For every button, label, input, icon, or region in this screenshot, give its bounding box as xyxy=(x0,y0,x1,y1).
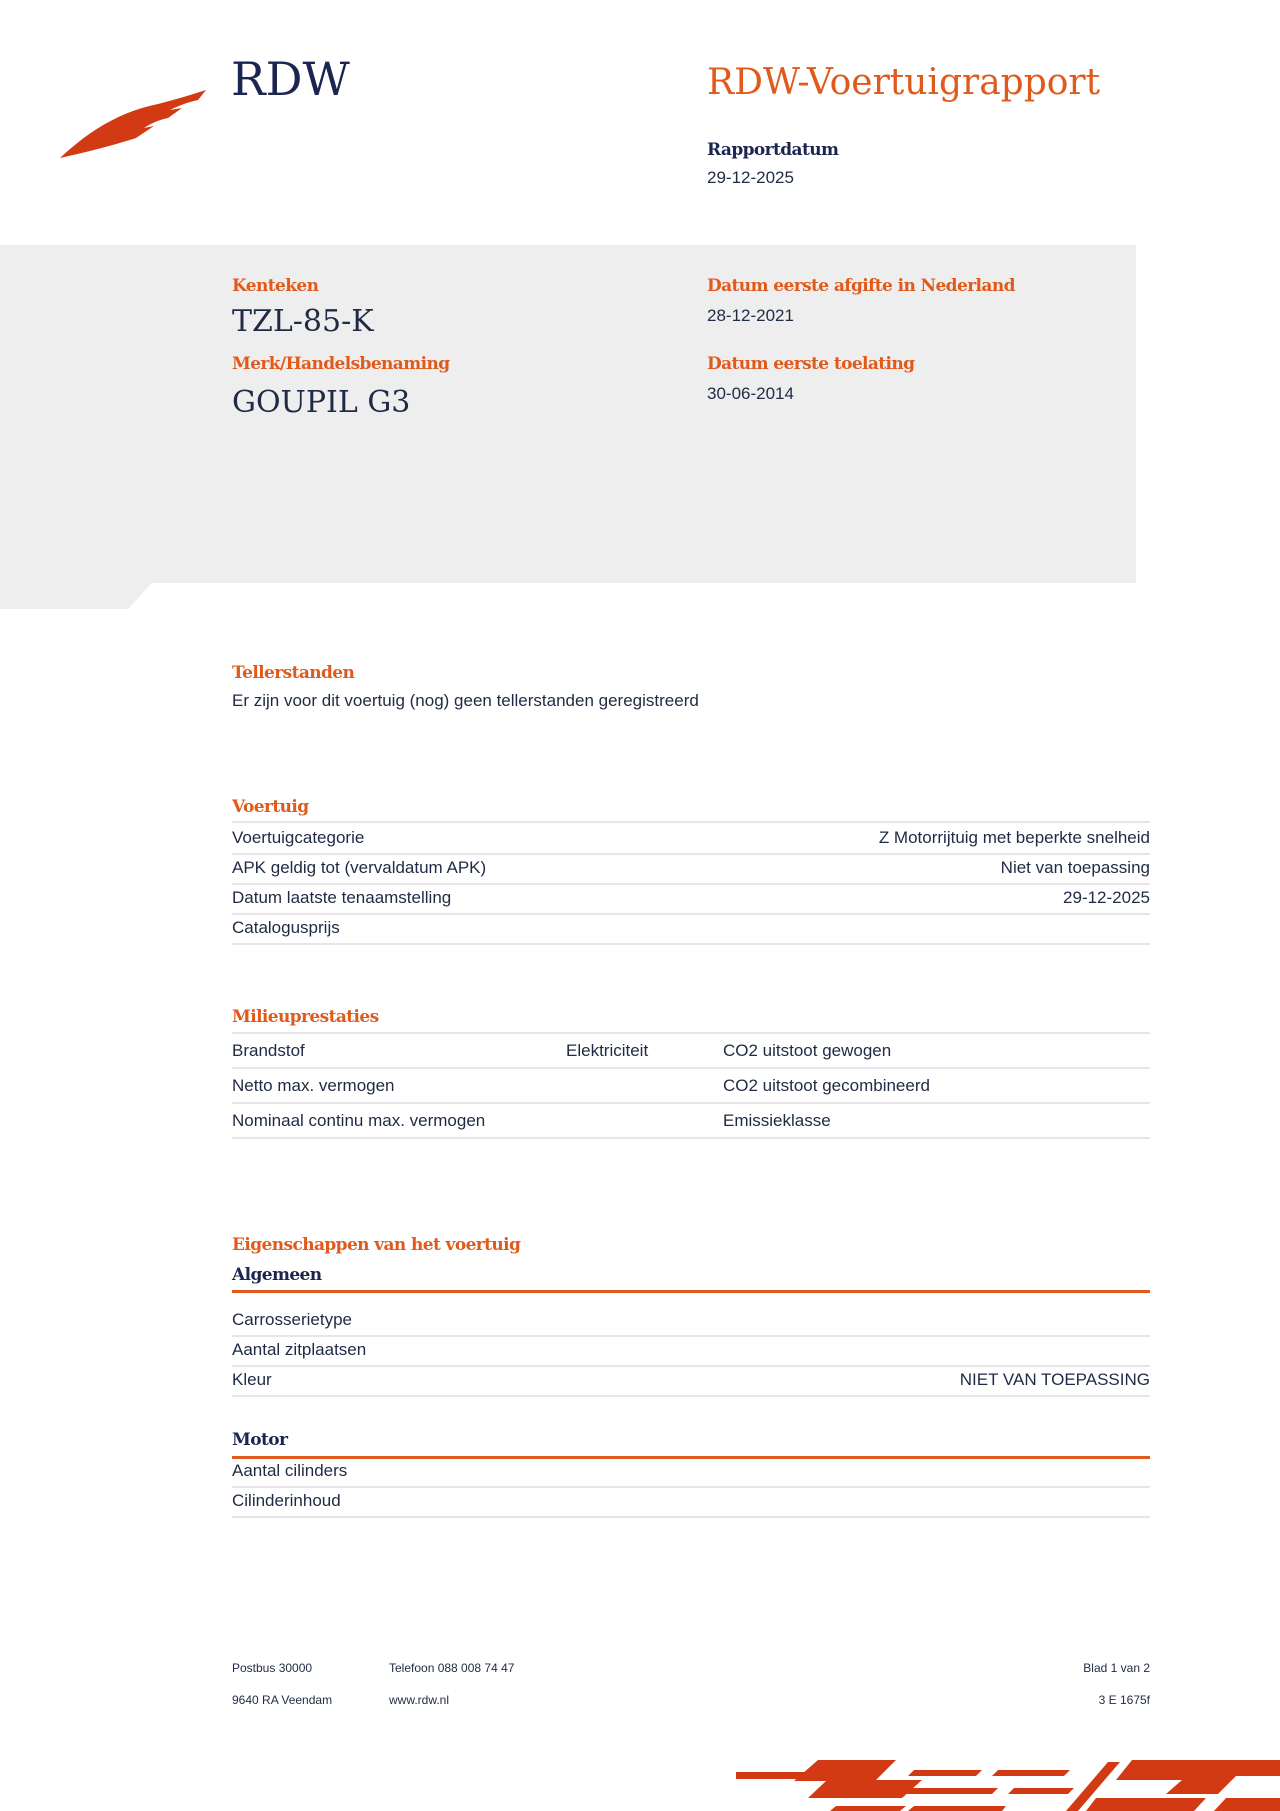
general-subtitle: Algemeen xyxy=(232,1265,322,1285)
first-issue-nl-label: Datum eerste afgifte in Nederland xyxy=(707,276,1015,296)
make-label: Merk/Handelsbenaming xyxy=(232,354,450,374)
row-label: Aantal zitplaatsen xyxy=(232,1340,367,1359)
table-row xyxy=(232,1335,1150,1367)
row-label: Netto max. vermogen xyxy=(232,1076,395,1095)
row-label: Brandstof xyxy=(232,1041,305,1060)
report-date-label: Rapportdatum xyxy=(707,140,839,160)
row-label: Catalogusprijs xyxy=(232,918,340,937)
row-label: Voertuigcategorie xyxy=(232,828,365,847)
row-label: Kleur xyxy=(232,1370,272,1389)
first-issue-nl-value: 28-12-2021 xyxy=(707,306,794,325)
row-label: Aantal cilinders xyxy=(232,1461,348,1480)
first-admission-label: Datum eerste toelating xyxy=(707,354,915,374)
odometer-title: Tellerstanden xyxy=(232,663,355,683)
row-label-2: Emissieklasse xyxy=(723,1111,831,1130)
row-label: Datum laatste tenaamstelling xyxy=(232,888,452,907)
row-label: APK geldig tot (vervaldatum APK) xyxy=(232,858,487,877)
table-row xyxy=(232,913,1150,945)
table-row xyxy=(232,1365,1150,1397)
properties-title: Eigenschappen van het voertuig xyxy=(232,1235,521,1255)
row-label-2: CO2 uitstoot gewogen xyxy=(723,1041,892,1060)
brand-name: RDW xyxy=(231,52,350,106)
row-label-2: CO2 uitstoot gecombineerd xyxy=(723,1076,930,1095)
table-row xyxy=(232,1104,1150,1139)
odometer-text: Er zijn voor dit voertuig (nog) geen tellerstanden geregistreerd xyxy=(232,691,699,710)
summary-panel xyxy=(0,245,1137,611)
table-row xyxy=(232,823,1150,855)
general-underline xyxy=(232,1290,1150,1293)
footer-address-2: 9640 RA Veendam xyxy=(232,1693,333,1707)
row-value: Elektriciteit xyxy=(566,1041,649,1060)
row-label: Cilinderinhoud xyxy=(232,1491,341,1510)
row-value: Niet van toepassing xyxy=(1000,858,1150,877)
make-value: GOUPIL G3 xyxy=(232,385,411,420)
footer-page: Blad 1 van 2 xyxy=(1083,1661,1150,1675)
row-value: NIET VAN TOEPASSING xyxy=(959,1370,1150,1389)
engine-subtitle: Motor xyxy=(232,1430,288,1450)
table-row xyxy=(232,1069,1150,1104)
row-value: Z Motorrijtuig met beperkte snelheid xyxy=(878,828,1150,847)
vehicle-title: Voertuig xyxy=(232,797,309,817)
report-title: RDW-Voertuigrapport xyxy=(707,62,1101,103)
footer-stripes-icon xyxy=(736,1756,1280,1811)
rdw-logo-icon xyxy=(58,82,208,162)
footer-address-1: Postbus 30000 xyxy=(232,1661,313,1675)
table-row xyxy=(232,853,1150,885)
first-admission-value: 30-06-2014 xyxy=(707,384,794,403)
row-value: 29-12-2025 xyxy=(1063,888,1150,907)
table-row xyxy=(232,1486,1150,1518)
report-date: 29-12-2025 xyxy=(707,168,794,187)
row-label: Carrosserietype xyxy=(232,1310,352,1329)
row-label: Nominaal continu max. vermogen xyxy=(232,1111,486,1130)
plate-label: Kenteken xyxy=(232,276,319,296)
table-row xyxy=(232,1456,1150,1488)
plate-value: TZL-85-K xyxy=(232,304,374,339)
table-row xyxy=(232,1305,1150,1337)
footer-code: 3 E 1675f xyxy=(1098,1693,1150,1707)
footer-web[interactable]: www.rdw.nl xyxy=(389,1693,450,1707)
table-row xyxy=(232,1034,1150,1069)
environment-title: Milieuprestaties xyxy=(232,1007,379,1027)
table-row xyxy=(232,883,1150,915)
footer-phone: Telefoon 088 008 74 47 xyxy=(389,1661,515,1675)
